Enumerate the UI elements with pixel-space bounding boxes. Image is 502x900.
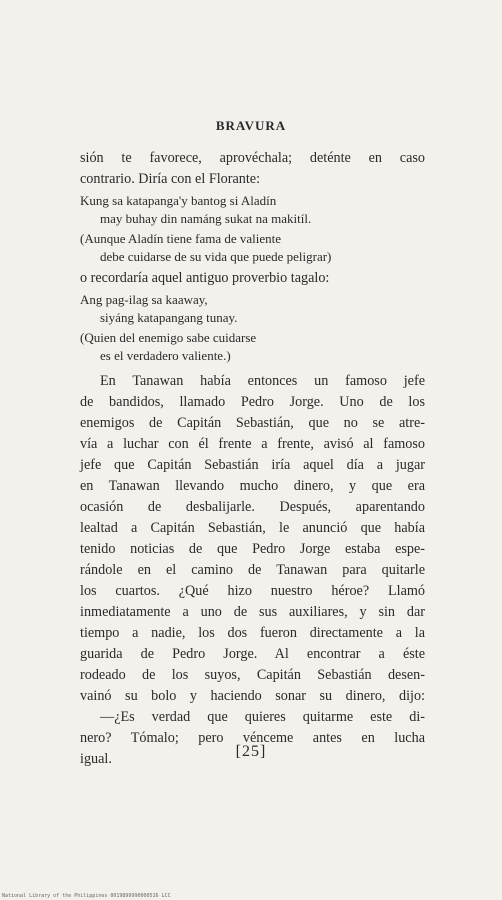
text-line: guarida de Pedro Jorge. Al encontrar a éste [80, 646, 425, 662]
text-line: sión te favorece, aprovéchala; deténte en caso [80, 150, 425, 166]
text-line: enemigos de Capitán Sebastián, que no se atre- [80, 415, 425, 431]
text-line: jefe que Capitán Sebastián iría aquel día a jugar [80, 457, 425, 473]
verse-tagalog-1 [80, 192, 425, 228]
text-line: —¿Es verdad que quieres quitarme este di- [100, 709, 425, 725]
page-number: [25] [235, 743, 267, 760]
text-line: en Tanawan llevando mucho dinero, y que era [80, 478, 425, 494]
text-line: inmediatamente a uno de sus auxiliares, y sin dar [80, 604, 425, 620]
verse-line: debe cuidarse de su vida que puede peligrar) [100, 249, 332, 264]
text-line: En Tanawan había entonces un famoso jefe [100, 373, 425, 389]
text-line: rándole en el camino de Tanawan para quitarle [80, 562, 425, 578]
text-line: lealtad a Capitán Sebastián, le anunció que había [80, 520, 425, 536]
verse-tagalog-2 [80, 291, 425, 327]
text-line: tiempo a nadie, los dos fueron directamente a la [80, 625, 425, 641]
verse-line: Kung sa katapanga'y bantog si Aladín [80, 193, 277, 208]
text-line: vainó su bolo y haciendo sonar su dinero, dijo: [80, 688, 425, 704]
verse-line: may buhay din namáng sukat na makitíl. [100, 211, 312, 226]
verse-line: (Aunque Aladín tiene fama de valiente [80, 231, 282, 246]
text-line: igual. [80, 751, 112, 767]
text-line: contrario. Diría con el Florante: [80, 171, 261, 187]
text-line: nero? Tómalo; pero vénceme antes en lucha [80, 730, 425, 746]
running-header: BRAVURA [215, 118, 287, 133]
text-line: ocasión de desbalijarle. Después, aparentando [80, 499, 425, 515]
text-line: tenido noticias de que Pedro Jorge estaba espe- [80, 541, 425, 557]
paragraph [80, 371, 425, 770]
library-footer: National Library of the Philippines 0019899990000516 LCC [2, 893, 171, 899]
verse-line: es el verdadero valiente.) [100, 348, 231, 363]
verse-line: siyáng katapangang tunay. [100, 310, 238, 325]
text-line: vía a luchar con él frente a frente, avisó al famoso [80, 436, 425, 452]
verse-line: (Quien del enemigo sabe cuidarse [80, 330, 257, 345]
verse-line: Ang pag-ilag sa kaaway, [80, 292, 208, 307]
body-text [80, 148, 425, 770]
verse-translation-2 [80, 329, 425, 365]
text-line: los cuartos. ¿Qué hizo nuestro héroe? Llamó [80, 583, 425, 599]
verse-translation-1 [80, 230, 425, 266]
text-line: o recordaría aquel antiguo proverbio tagalo: [80, 270, 330, 286]
text-line: rodeado de los suyos, Capitán Sebastián desen- [80, 667, 425, 683]
text-line: de bandidos, llamado Pedro Jorge. Uno de los [80, 394, 425, 410]
